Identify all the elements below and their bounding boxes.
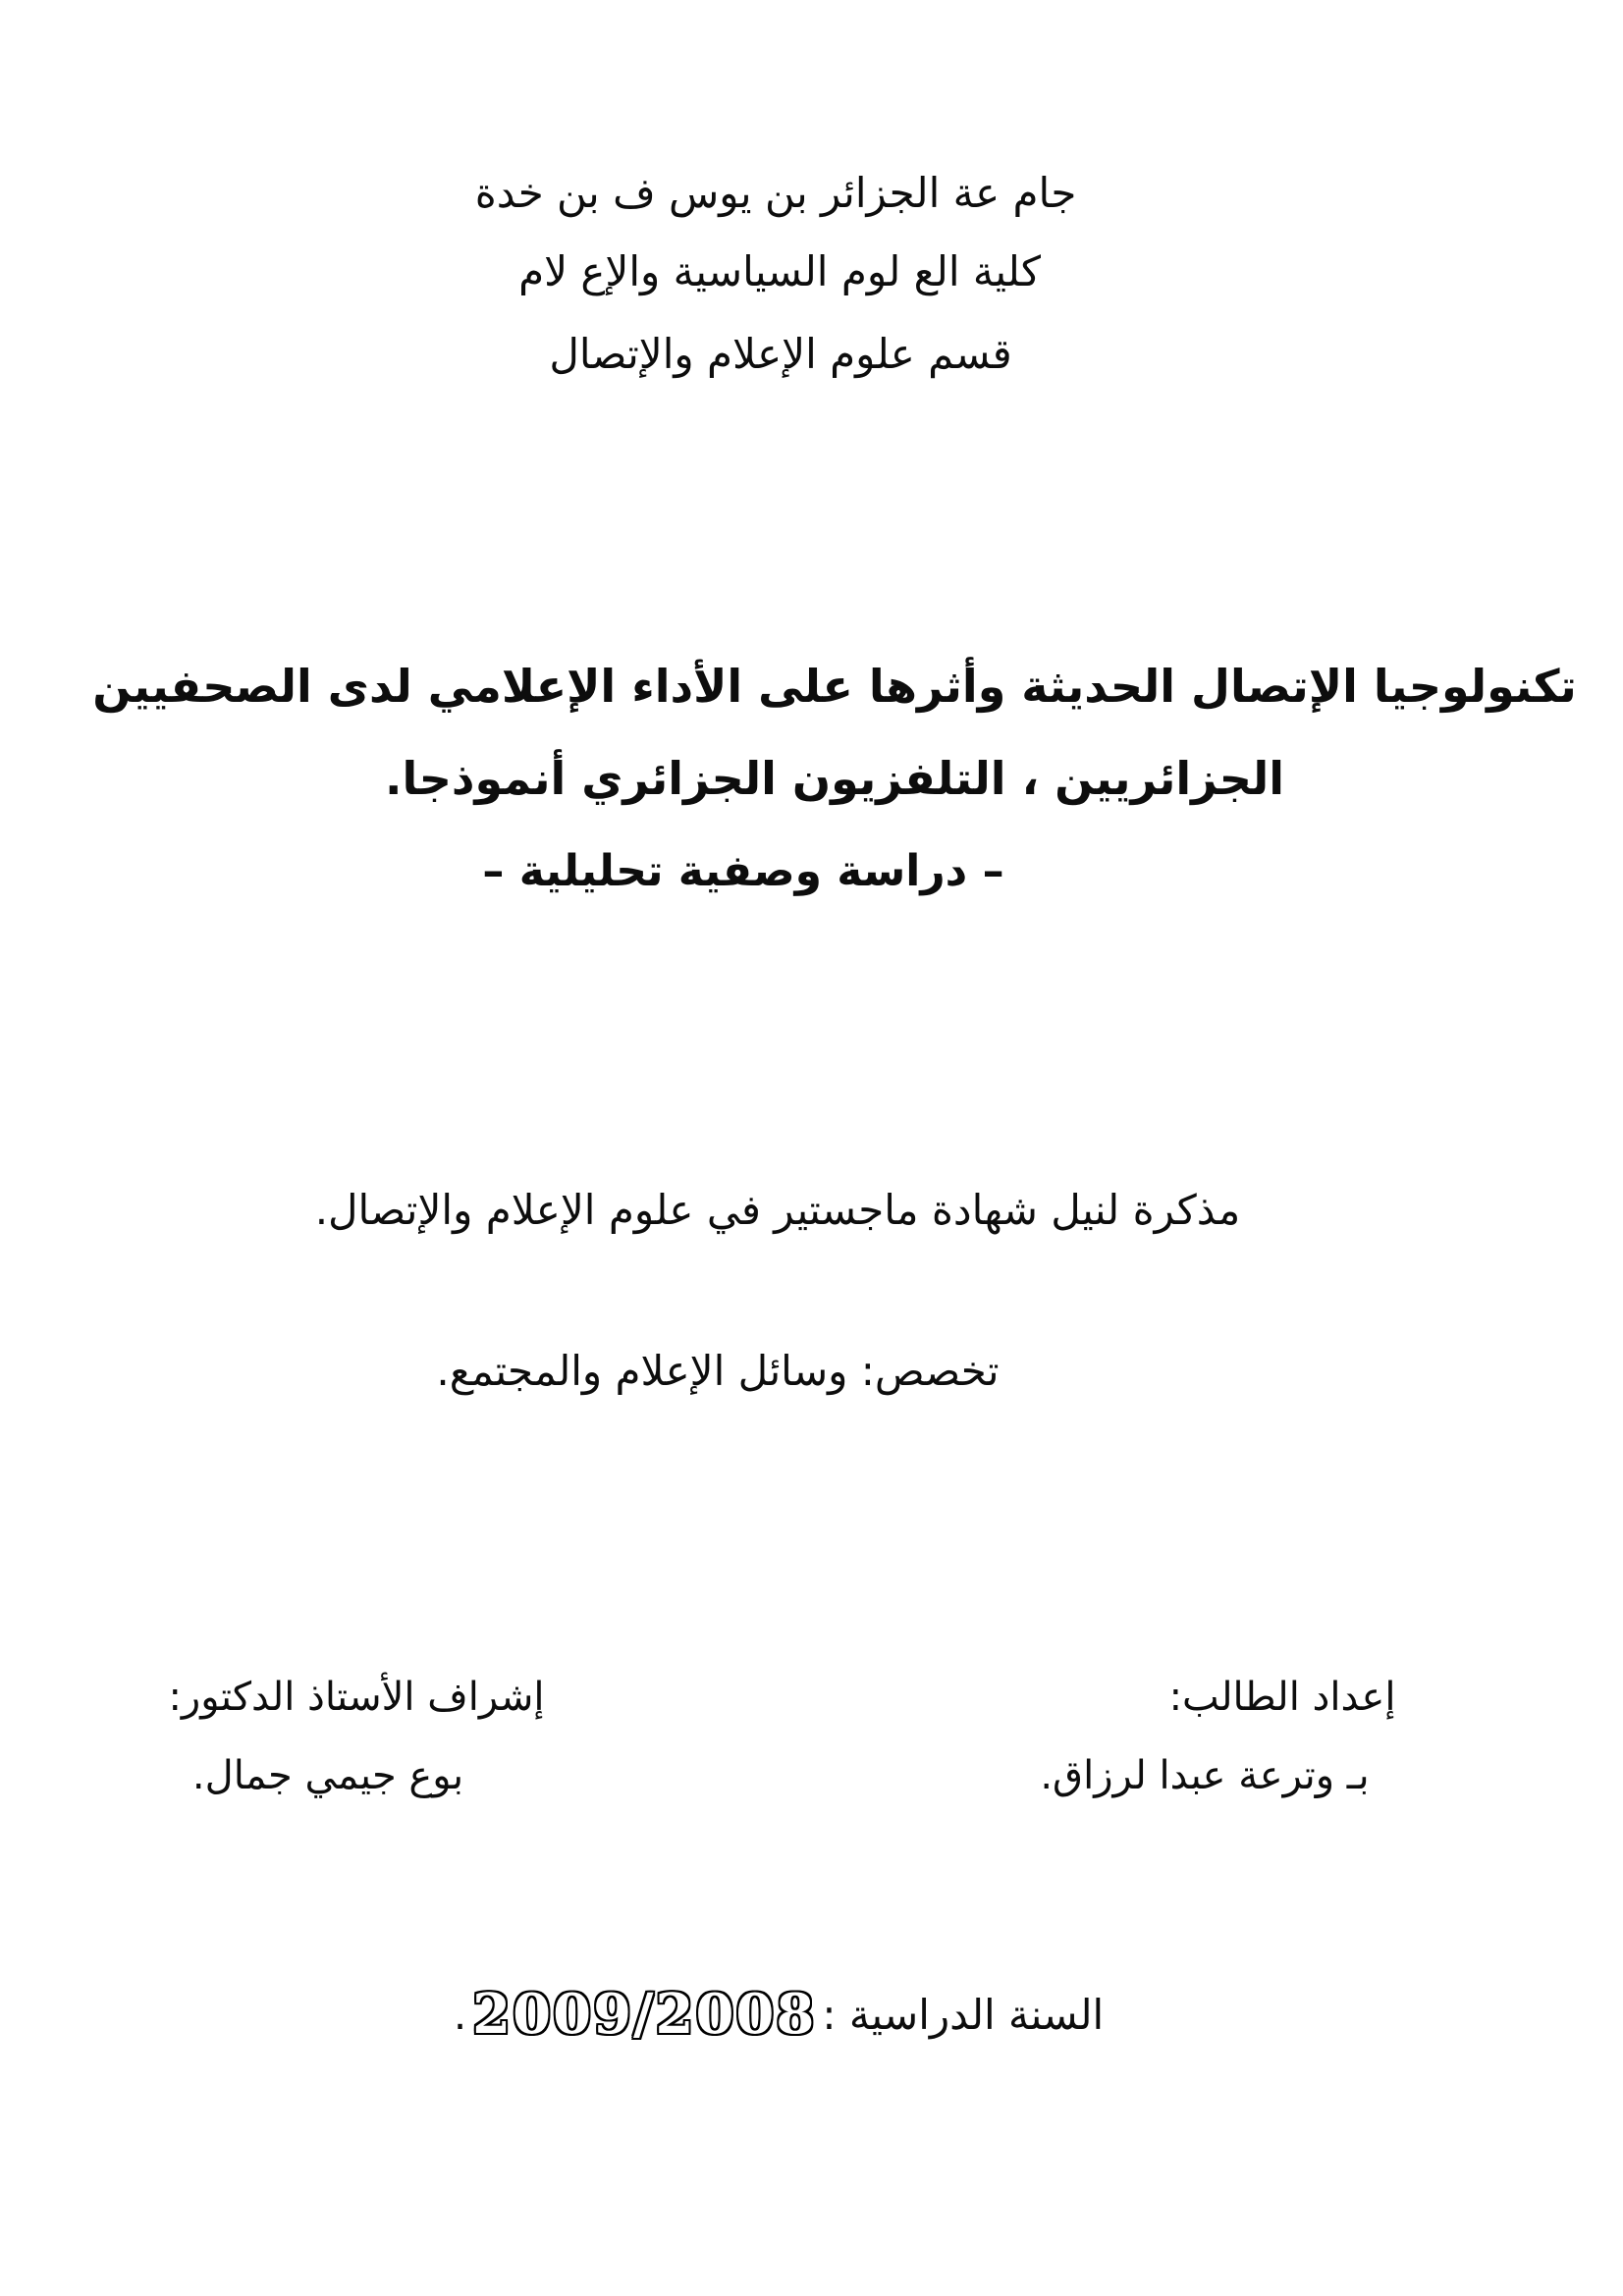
- study-type-subtitle: – دراسة وصفية تحليلية –: [482, 846, 1004, 896]
- academic-year-value: 2009/2008: [472, 1982, 817, 2047]
- thesis-title-line-1: تكنولوجيا الإتصال الحديثة وأثرها على الأداء الإعلامي لدى الصحفيين: [92, 660, 1577, 713]
- student-name: بـ وترعة عبدا لرزاق.: [1040, 1753, 1370, 1798]
- supervisor-label: إشراف الأستاذ الدكتور:: [168, 1675, 545, 1720]
- thesis-title-line-2: الجزائريين ، التلفزيون الجزائري أنموذجا.: [385, 752, 1284, 805]
- supervisor-name: بوع جيمي جمال.: [191, 1753, 464, 1798]
- academic-year-label: السنة الدراسية :: [822, 1990, 1105, 2039]
- faculty-name: كلية الع لوم السياسية والإع لام: [518, 247, 1041, 295]
- degree-statement: مذكرة لنيل شهادة ماجستير في علوم الإعلام والإتصال.: [314, 1186, 1241, 1234]
- specialization: تخصص: وسائل الإعلام والمجتمع.: [436, 1347, 1000, 1395]
- university-name: جام عة الجزائر بن يوس ف بن خدة: [474, 169, 1077, 217]
- student-label: إعداد الطالب:: [1168, 1675, 1396, 1720]
- academic-year-period: .: [453, 1990, 467, 2039]
- department-name: قسم علوم الإعلام والإتصال: [549, 330, 1012, 378]
- academic-year-row: [453, 1982, 1105, 2047]
